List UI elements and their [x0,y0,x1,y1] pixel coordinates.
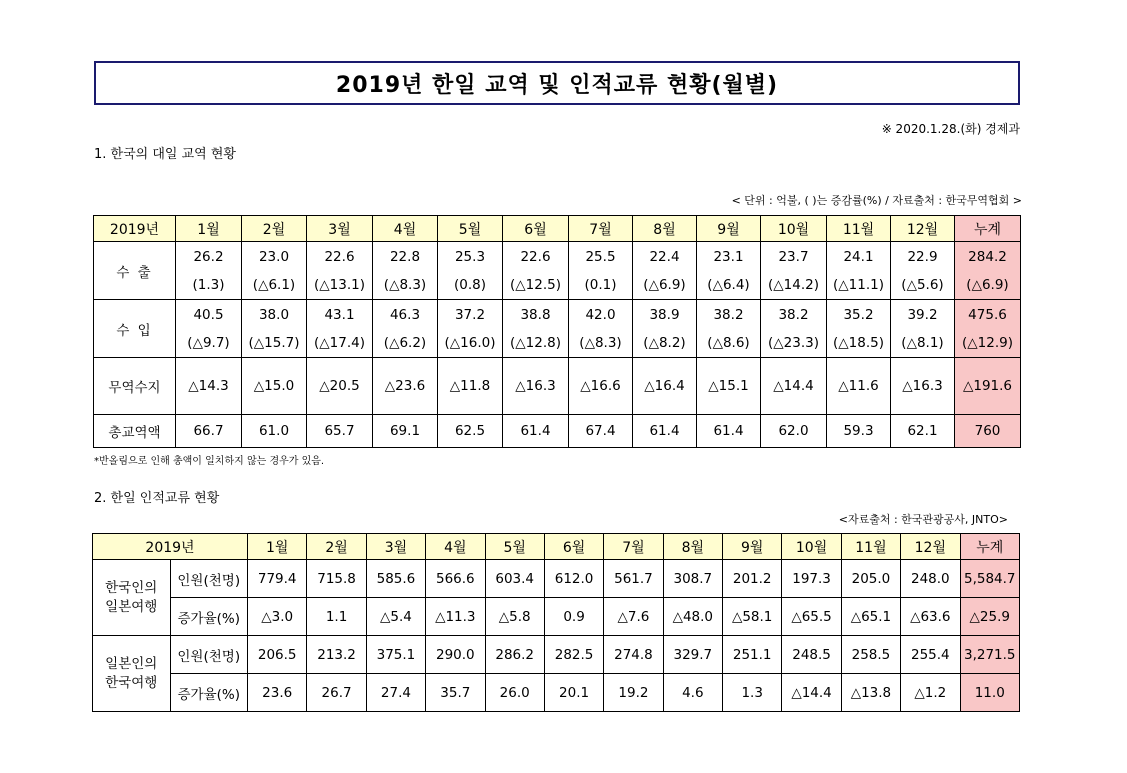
data-cell: △16.4 [633,358,697,415]
header-cell: 1월 [176,216,242,242]
data-cell: △7.6 [604,598,663,636]
header-cell: 7월 [604,534,663,560]
group-label-line: 한국인의 [105,579,158,596]
rate: (1.3) [192,276,225,293]
data-cell: △15.0 [242,358,307,415]
total-row [94,415,1021,448]
table-header-row [94,216,1021,242]
data-cell: △63.6 [901,598,960,636]
data-cell: 329.7 [663,636,722,674]
data-cell: △25.9 [960,598,1020,636]
people-label: 인원(천명) [170,560,248,598]
japanese-travel-people-row [93,636,1020,674]
data-cell: △48.0 [663,598,722,636]
data-cell [438,300,503,358]
data-cell: 197.3 [782,560,841,598]
data-cell: 612.0 [544,560,603,598]
data-cell: △16.6 [569,358,633,415]
data-cell: 248.0 [901,560,960,598]
value: 22.9 [907,248,938,265]
data-cell [503,242,569,300]
value: 38.9 [649,306,680,323]
data-cell: 26.0 [485,674,544,712]
data-cell: △16.3 [503,358,569,415]
data-cell: △3.0 [248,598,307,636]
data-cell: 65.7 [307,415,373,448]
header-cell: 9월 [723,534,782,560]
japanese-travel-label [93,636,171,712]
data-cell [307,242,373,300]
data-cell: 205.0 [841,560,900,598]
header-cell: 2월 [307,534,366,560]
data-cell: 290.0 [426,636,485,674]
rate: (△11.1) [833,276,884,293]
trade-table [93,215,1021,448]
data-cell: △58.1 [723,598,782,636]
group-label-line: 한국여행 [105,674,158,691]
row-label: 총교역액 [94,415,176,448]
data-cell: 27.4 [366,674,425,712]
data-cell: △14.4 [761,358,827,415]
value: 23.0 [258,248,290,265]
value: 42.0 [585,306,616,323]
rate: (△12.9) [962,334,1013,351]
japanese-travel-rate-row [93,674,1020,712]
data-cell: 4.6 [663,674,722,712]
rate: (△8.1) [901,334,944,351]
rate: (0.1) [584,276,617,293]
data-cell: △13.8 [841,674,900,712]
section1-heading: 1. 한국의 대일 교역 현황 [94,147,236,162]
value: 22.6 [520,248,551,265]
data-cell: 248.5 [782,636,841,674]
rate-label: 증가율(%) [170,598,248,636]
korean-travel-label [93,560,171,636]
rate: (△8.3) [579,334,622,351]
data-cell: 1.3 [723,674,782,712]
data-cell: 20.1 [544,674,603,712]
rate: (△13.1) [314,276,365,293]
rate: (△15.7) [248,334,300,351]
data-cell: 258.5 [841,636,900,674]
rate-label: 증가율(%) [170,674,248,712]
rate: (△23.3) [768,334,819,351]
header-cell: 10월 [761,216,827,242]
exchange-table [92,533,1020,712]
value: 38.2 [713,306,744,323]
korean-travel-people-row [93,560,1020,598]
page-title: 2019년 한일 교역 및 인적교류 현황(월별) [94,61,1020,105]
data-cell [569,300,633,358]
data-cell: 566.6 [426,560,485,598]
value: 23.1 [713,248,744,265]
data-cell [373,242,438,300]
data-cell [955,242,1021,300]
header-cell: 11월 [841,534,900,560]
data-cell: △5.4 [366,598,425,636]
data-cell: 282.5 [544,636,603,674]
data-cell [242,300,307,358]
rate: (△8.6) [707,334,750,351]
data-cell: 61.4 [633,415,697,448]
row-label: 수 입 [94,300,176,358]
value: 284.2 [968,248,1007,265]
header-cell: 9월 [697,216,761,242]
header-cell: 3월 [366,534,425,560]
rate: (△5.6) [901,276,944,293]
value: 22.4 [649,248,680,265]
people-label: 인원(천명) [170,636,248,674]
data-cell: △65.5 [782,598,841,636]
rate: (△6.2) [383,334,427,351]
data-cell [891,242,955,300]
data-cell [569,242,633,300]
data-cell: 11.0 [960,674,1020,712]
value: 25.5 [585,248,616,265]
data-cell: △16.3 [891,358,955,415]
value: 22.6 [324,248,355,265]
data-cell: 61.4 [697,415,761,448]
data-cell: 715.8 [307,560,366,598]
data-cell: △14.4 [782,674,841,712]
rate: (△9.7) [187,334,230,351]
value: 38.0 [258,306,290,323]
value: 25.3 [454,248,486,265]
value: 26.2 [193,248,224,265]
data-cell [827,242,891,300]
data-cell [633,300,697,358]
data-cell: 62.5 [438,415,503,448]
rate: (△6.1) [252,276,296,293]
section2-source: <자료출처 : 한국관광공사, JNTO> [838,513,1008,526]
data-cell: 35.7 [426,674,485,712]
data-cell: 213.2 [307,636,366,674]
header-cell: 12월 [891,216,955,242]
data-cell [307,300,373,358]
footnote: *반올림으로 인해 총액이 일치하지 않는 경우가 있음. [94,456,325,467]
table-header-row [93,534,1020,560]
row-label: 수 출 [94,242,176,300]
data-cell: 0.9 [544,598,603,636]
data-cell: 23.6 [248,674,307,712]
value: 43.1 [324,306,355,323]
header-cell: 11월 [827,216,891,242]
data-cell [503,300,569,358]
rate: (0.8) [453,276,486,293]
value: 39.2 [907,306,938,323]
header-cell: 8월 [633,216,697,242]
rate: (△12.5) [510,276,561,293]
header-cell: 4월 [373,216,438,242]
header-cell: 2019년 [94,216,176,242]
data-cell: △20.5 [307,358,373,415]
row-label: 무역수지 [94,358,176,415]
data-cell: 62.0 [761,415,827,448]
rate: (△16.0) [444,334,496,351]
data-cell: △191.6 [955,358,1021,415]
data-cell [761,242,827,300]
rate: (△6.9) [966,276,1009,293]
data-cell: 69.1 [373,415,438,448]
data-cell [891,300,955,358]
export-row [94,242,1021,300]
data-cell: 603.4 [485,560,544,598]
data-cell: △5.8 [485,598,544,636]
rate: (△6.4) [707,276,750,293]
data-cell: 779.4 [248,560,307,598]
data-cell: △11.3 [426,598,485,636]
import-row [94,300,1021,358]
header-cell: 4월 [426,534,485,560]
data-cell [176,300,242,358]
header-cell: 5월 [438,216,503,242]
data-cell: 5,584.7 [960,560,1020,598]
rate: (△6.9) [643,276,686,293]
data-cell [827,300,891,358]
value: 24.1 [843,248,874,265]
header-cell: 1월 [248,534,307,560]
data-cell: 61.0 [242,415,307,448]
group-label-line: 일본인의 [105,655,158,672]
data-cell: △15.1 [697,358,761,415]
data-cell [373,300,438,358]
section2-heading: 2. 한일 인적교류 현황 [94,491,220,506]
rate: (△8.3) [383,276,427,293]
data-cell [242,242,307,300]
data-cell: △65.1 [841,598,900,636]
data-cell: 19.2 [604,674,663,712]
data-cell: △1.2 [901,674,960,712]
header-cell: 6월 [503,216,569,242]
data-cell: 201.2 [723,560,782,598]
header-cell: 7월 [569,216,633,242]
data-cell: 255.4 [901,636,960,674]
data-cell: 274.8 [604,636,663,674]
data-cell: 66.7 [176,415,242,448]
data-cell: 251.1 [723,636,782,674]
data-cell: 375.1 [366,636,425,674]
rate: (△17.4) [314,334,365,351]
date-note: ※ 2020.1.28.(화) 경제과 [881,122,1020,136]
header-cell: 5월 [485,534,544,560]
data-cell: △11.6 [827,358,891,415]
data-cell [697,300,761,358]
header-cell: 6월 [544,534,603,560]
data-cell [438,242,503,300]
value: 46.3 [389,306,421,323]
data-cell: 67.4 [569,415,633,448]
data-cell: 286.2 [485,636,544,674]
data-cell: 1.1 [307,598,366,636]
value: 38.8 [520,306,551,323]
section1-source: < 단위 : 억불, ( )는 증감률(%) / 자료출처 : 한국무역협회 > [731,194,1022,207]
value: 35.2 [843,306,874,323]
rate: (△12.8) [510,334,561,351]
data-cell: 206.5 [248,636,307,674]
data-cell: △11.8 [438,358,503,415]
data-cell: 26.7 [307,674,366,712]
balance-row [94,358,1021,415]
rate: (△8.2) [643,334,686,351]
data-cell: 561.7 [604,560,663,598]
header-cell: 2019년 [93,534,248,560]
header-cell: 누계 [955,216,1021,242]
value: 23.7 [778,248,809,265]
data-cell [761,300,827,358]
header-cell: 8월 [663,534,722,560]
data-cell: 308.7 [663,560,722,598]
data-cell: 3,271.5 [960,636,1020,674]
value: 475.6 [968,306,1007,323]
data-cell: △23.6 [373,358,438,415]
rate: (△14.2) [768,276,819,293]
data-cell: 59.3 [827,415,891,448]
data-cell: △14.3 [176,358,242,415]
value: 37.2 [454,306,486,323]
data-cell: 585.6 [366,560,425,598]
data-cell: 62.1 [891,415,955,448]
data-cell [697,242,761,300]
value: 38.2 [778,306,809,323]
rate: (△18.5) [833,334,884,351]
group-label-line: 일본여행 [105,598,158,615]
header-cell: 누계 [960,534,1020,560]
data-cell: 760 [955,415,1021,448]
data-cell [955,300,1021,358]
value: 40.5 [193,306,224,323]
value: 22.8 [389,248,421,265]
data-cell [176,242,242,300]
header-cell: 3월 [307,216,373,242]
data-cell: 61.4 [503,415,569,448]
korean-travel-rate-row [93,598,1020,636]
header-cell: 10월 [782,534,841,560]
data-cell [633,242,697,300]
header-cell: 12월 [901,534,960,560]
header-cell: 2월 [242,216,307,242]
